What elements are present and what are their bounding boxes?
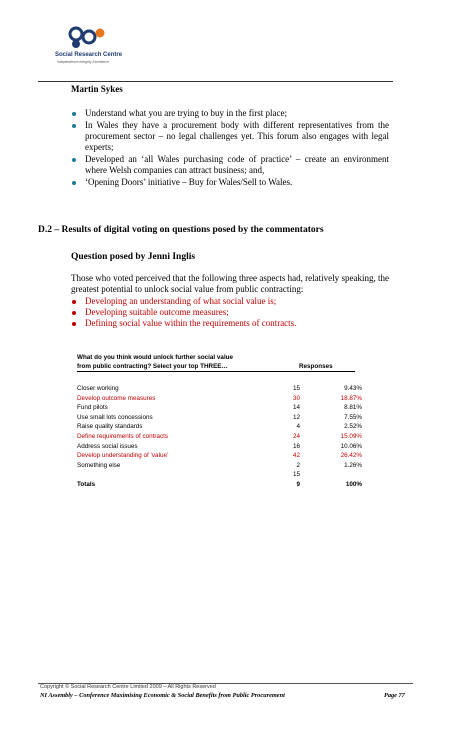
table-row: Define requirements of contracts 24 15.09% [77, 432, 362, 440]
bullet-icon [72, 158, 76, 162]
results-table [77, 385, 367, 491]
responses-header: Responses [299, 363, 333, 370]
table-question-cont: from public contracting? Select your top THREE… [77, 363, 228, 370]
logo-tagline: Independence Integrity Excellence [57, 60, 109, 64]
logo-name: Social Research Centre [55, 52, 123, 58]
copyright-text: Copyright © Social Research Centre Limited 2009 – All Rights Reserved [40, 684, 216, 690]
section-heading: D.2 – Results of digital voting on questions posed by the commentators [38, 225, 324, 235]
list-item: Understand what you are trying to buy in the first place; [71, 108, 389, 119]
page-number: Page 77 [384, 692, 405, 699]
table-row: Address social issues 16 10.06% [77, 442, 362, 450]
table-row: Fund pilots 14 8.81% [77, 404, 362, 412]
bullet-icon [72, 181, 76, 185]
bullet-icon [72, 322, 76, 326]
list-item: Developing an understanding of what social value is; [71, 296, 389, 307]
bullet-icon [72, 124, 76, 128]
list-item: ‘Opening Doors’ initiative – Buy for Wales/Sell to Wales. [71, 177, 389, 188]
intro-paragraph: Those who voted perceived that the following three aspects had, relatively speaking, the greatest potential to unlock social value from public contracting: [71, 273, 389, 294]
table-row: Develop outcome measures 30 18.87% [77, 394, 362, 402]
table-row: Develop understanding of ‘value’ 42 26.42% [77, 452, 362, 460]
table-row: Use small lots concessions 12 7.55% [77, 413, 362, 421]
bullet-icon [72, 311, 76, 315]
table-question: What do you think would unlock further social value [77, 354, 234, 361]
question-heading: Question posed by Jenni Inglis [71, 252, 196, 262]
table-row: Raise quality standards 4 2.52% [77, 423, 362, 431]
logo-mark-icon [67, 25, 107, 50]
speaker-points-list [71, 108, 389, 189]
list-item: Developing suitable outcome measures; [71, 307, 389, 318]
table-row: 15 [292, 471, 300, 479]
list-item: In Wales they have a procurement body with different representatives from the procurement sector – no legal challenges yet. This forum also engages with legal experts; [71, 120, 389, 153]
list-item: Developed an ‘all Wales purchasing code of practice’ – create an environment where Welsh companies can attract business; and, [71, 154, 389, 176]
table-row: Closer working 15 9.43% [77, 385, 362, 392]
bullet-icon [72, 300, 76, 304]
highlight-list [71, 296, 389, 329]
bullet-icon [72, 112, 76, 116]
footer-title: NI Assembly – Conference Maximising Economic & Social Benefits from Public Procurement [40, 692, 285, 699]
list-item: Defining social value within the requirements of contracts. [71, 318, 389, 329]
table-header-rule [77, 371, 355, 372]
table-row: Something else 2 1.26% [77, 461, 362, 469]
table-header [77, 353, 333, 371]
header-divider [38, 81, 393, 82]
social-research-centre-logo [55, 25, 125, 80]
speaker-name: Martin Sykes [71, 84, 123, 94]
table-totals-row: Totals 9 100% [77, 480, 362, 488]
